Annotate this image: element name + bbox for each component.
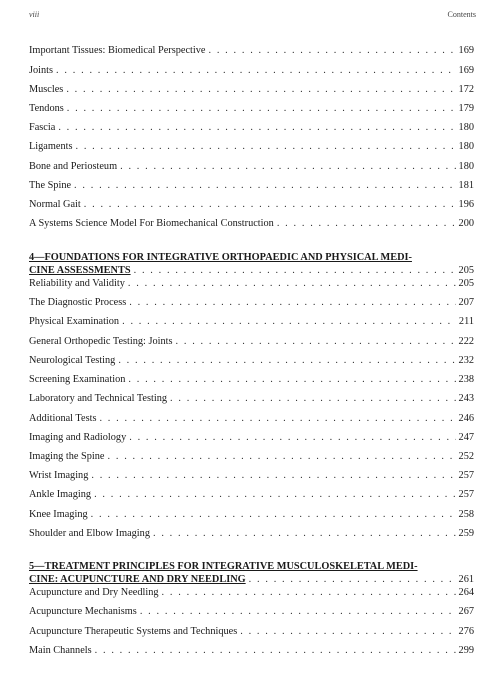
dot-leader	[208, 44, 455, 58]
dot-leader	[277, 217, 456, 231]
toc-entry-page: 257	[458, 489, 474, 500]
toc-entry-page: 172	[458, 84, 474, 95]
dot-leader	[128, 277, 456, 291]
dot-leader	[140, 605, 456, 619]
toc-entry[interactable]	[29, 102, 474, 116]
dot-leader	[67, 102, 456, 116]
toc-entry-page: 267	[458, 606, 474, 617]
dot-leader	[91, 508, 456, 522]
toc-entry-title: Screening Examination	[29, 374, 126, 385]
toc-entry-title: A Systems Science Model For Biomechanical Construction	[29, 218, 274, 229]
toc-entry-title: Acupuncture Therapeutic Systems and Techniques	[29, 626, 238, 637]
dot-leader	[74, 179, 456, 193]
toc-entry[interactable]	[29, 431, 474, 445]
dot-leader	[94, 488, 455, 502]
dot-leader	[95, 644, 456, 658]
dot-leader	[129, 296, 455, 310]
toc-entry-page: 180	[458, 122, 474, 133]
toc-entry[interactable]	[29, 121, 474, 135]
toc-entry-page: 258	[458, 509, 474, 520]
toc-entry-page: 232	[458, 355, 474, 366]
toc-entry-page: 180	[458, 161, 474, 172]
dot-leader	[128, 373, 455, 387]
toc-entry[interactable]	[29, 140, 474, 154]
toc-entry[interactable]	[29, 335, 474, 349]
toc-entry-title: The Spine	[29, 180, 72, 191]
toc-entry-page: 205	[458, 278, 474, 289]
toc-entry-title: Ligaments	[29, 141, 73, 152]
toc-entry-page: 243	[458, 393, 474, 404]
toc-entry-page: 252	[458, 451, 474, 462]
toc-entry-page: 222	[458, 336, 474, 347]
toc-entry[interactable]	[29, 527, 474, 541]
toc-entry-title: Additional Tests	[29, 413, 97, 424]
toc-entry[interactable]	[29, 217, 474, 231]
chapter-4-page: 205	[458, 265, 474, 276]
page-number: viii	[29, 10, 40, 19]
dot-leader	[170, 392, 456, 406]
dot-leader	[84, 198, 456, 212]
toc-entry-title: Main Channels	[29, 645, 92, 656]
dot-leader	[176, 335, 456, 349]
toc-entry-title: Muscles	[29, 84, 64, 95]
toc-entry[interactable]	[29, 469, 474, 483]
toc-entry-page: 211	[458, 316, 474, 327]
dot-leader	[75, 140, 455, 154]
toc-entry[interactable]	[29, 392, 474, 406]
toc-entry-page: 264	[458, 587, 474, 598]
toc-entry[interactable]	[29, 605, 474, 619]
chapter-4-title-line2: CINE ASSESSMENTS	[29, 265, 131, 276]
chapter-5-title-line2: CINE: ACUPUNCTURE AND DRY NEEDLING	[29, 574, 246, 585]
toc-entry[interactable]	[29, 44, 474, 58]
toc-entry[interactable]	[29, 373, 474, 387]
toc-entry-title: Neurological Testing	[29, 355, 116, 366]
toc-entry[interactable]	[29, 198, 474, 212]
dot-leader	[58, 121, 455, 135]
toc-entry[interactable]	[29, 450, 474, 464]
toc-entry-page: 238	[458, 374, 474, 385]
toc-entry-title: Knee Imaging	[29, 509, 88, 520]
dot-leader	[240, 625, 455, 639]
dot-leader	[249, 573, 456, 587]
toc-entry-page: 179	[458, 103, 474, 114]
toc-entry[interactable]	[29, 296, 474, 310]
toc-entry[interactable]	[29, 625, 474, 639]
toc-entry[interactable]	[29, 644, 474, 658]
toc-entry[interactable]	[29, 160, 474, 174]
toc-entry-page: 169	[458, 45, 474, 56]
chapter-4-entry[interactable]	[29, 264, 474, 278]
toc-entry[interactable]	[29, 508, 474, 522]
toc-entry-title: Reliability and Validity	[29, 278, 125, 289]
toc-entry-page: 180	[458, 141, 474, 152]
dot-leader	[162, 586, 456, 600]
toc-entry-title: Joints	[29, 65, 54, 76]
dot-leader	[66, 83, 455, 97]
dot-leader	[122, 315, 456, 329]
toc-entry-page: 259	[458, 528, 474, 539]
toc-entry-page: 246	[458, 413, 474, 424]
toc-entry-title: Laboratory and Technical Testing	[29, 393, 167, 404]
toc-entry-page: 200	[458, 218, 474, 229]
toc-entry[interactable]	[29, 64, 474, 78]
toc-entry[interactable]	[29, 83, 474, 97]
toc-entry[interactable]	[29, 354, 474, 368]
chapter-5-title-line1[interactable]: 5—TREATMENT PRINCIPLES FOR INTEGRATIVE MUSCULOSKELETAL MEDI-	[29, 561, 418, 572]
dot-leader	[118, 354, 455, 368]
toc-entry-title: General Orthopedic Testing: Joints	[29, 336, 173, 347]
toc-entry-title: Ankle Imaging	[29, 489, 92, 500]
dot-leader	[56, 64, 456, 78]
dot-leader	[91, 469, 455, 483]
toc-entry[interactable]	[29, 315, 474, 329]
dot-leader	[153, 527, 456, 541]
toc-entry-page: 196	[458, 199, 474, 210]
toc-entry-page: 257	[458, 470, 474, 481]
toc-entry[interactable]	[29, 277, 474, 291]
toc-entry-title: Shoulder and Elbow Imaging	[29, 528, 150, 539]
chapter-5-page: 261	[458, 574, 474, 585]
toc-entry-title: Acupuncture and Dry Needling	[29, 587, 159, 598]
toc-entry-page: 169	[458, 65, 474, 76]
toc-entry-page: 207	[458, 297, 474, 308]
toc-entry-title: Imaging and Radiology	[29, 432, 127, 443]
toc-entry-page: 276	[458, 626, 474, 637]
toc-entry-title: Imaging the Spine	[29, 451, 105, 462]
dot-leader	[108, 450, 456, 464]
toc-entry-page: 299	[458, 645, 474, 656]
toc-entry-title: The Diagnostic Process	[29, 297, 127, 308]
toc-entry[interactable]	[29, 488, 474, 502]
toc-entry-title: Fascia	[29, 122, 56, 133]
toc-entry[interactable]	[29, 586, 474, 600]
dot-leader	[120, 160, 455, 174]
running-title: Contents	[447, 10, 476, 19]
chapter-5-entry[interactable]	[29, 573, 474, 587]
dot-leader	[134, 264, 456, 278]
running-header	[29, 10, 476, 19]
toc-entry-title: Wrist Imaging	[29, 470, 89, 481]
toc-entry[interactable]	[29, 412, 474, 426]
toc-entry-title: Bone and Periosteum	[29, 161, 118, 172]
toc-entry-title: Tendons	[29, 103, 64, 114]
toc-entry-page: 181	[458, 180, 474, 191]
toc-entry-page: 247	[458, 432, 474, 443]
chapter-4-title-line1[interactable]: 4—FOUNDATIONS FOR INTEGRATIVE ORTHOPAEDIC AND PHYSICAL MEDI-	[29, 252, 412, 263]
dot-leader	[99, 412, 455, 426]
toc-entry-title: Normal Gait	[29, 199, 81, 210]
dot-leader	[129, 431, 455, 445]
toc-entry[interactable]	[29, 179, 474, 193]
toc-entry-title: Physical Examination	[29, 316, 120, 327]
toc-entry-title: Important Tissues: Biomedical Perspective	[29, 45, 206, 56]
toc-entry-title: Acupuncture Mechanisms	[29, 606, 137, 617]
